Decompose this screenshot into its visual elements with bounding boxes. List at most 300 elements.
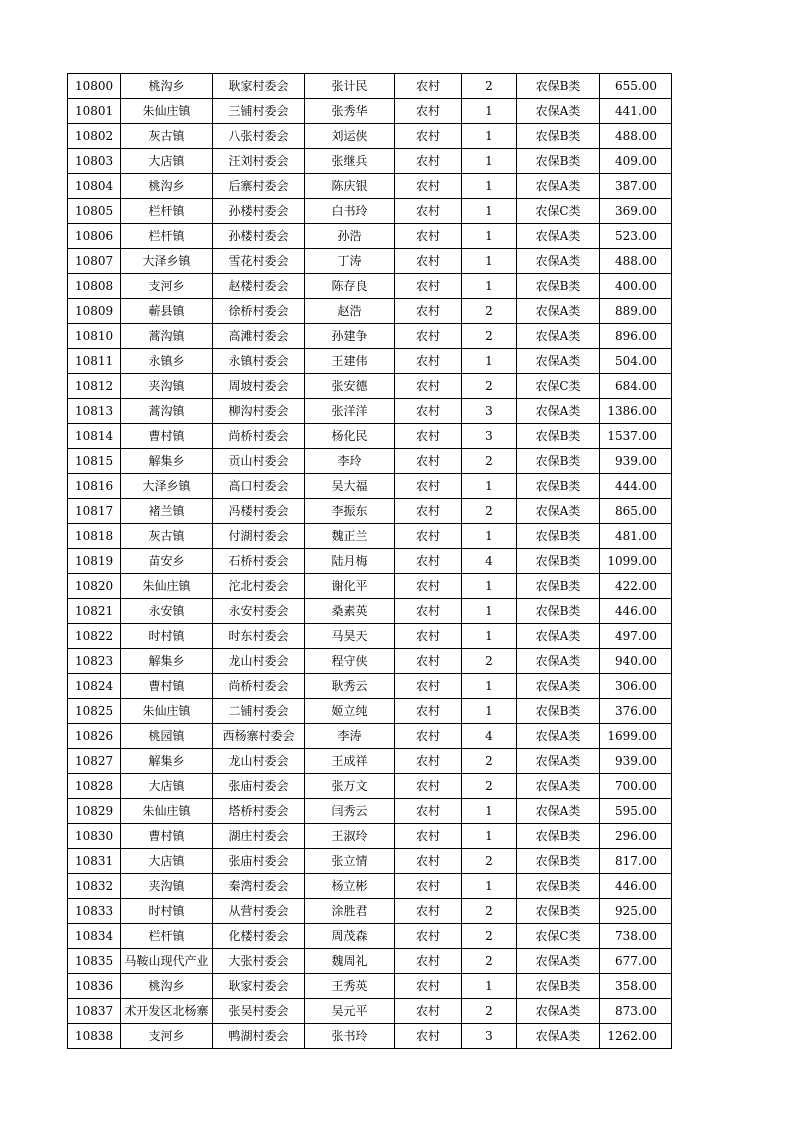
area-type-cell: 农村 (395, 374, 462, 399)
village-committee-cell: 尚桥村委会 (213, 674, 305, 699)
person-name-cell: 杨立彬 (305, 874, 395, 899)
village-committee-cell: 龙山村委会 (213, 749, 305, 774)
area-type-cell: 农村 (395, 799, 462, 824)
person-name-cell: 张立情 (305, 849, 395, 874)
town-cell: 桃沟乡 (121, 174, 213, 199)
table-row (68, 749, 672, 774)
insurance-category-cell: 农保A类 (517, 299, 600, 324)
town-cell: 永镇乡 (121, 349, 213, 374)
village-committee-cell: 西杨寨村委会 (213, 724, 305, 749)
insurance-category-cell: 农保A类 (517, 749, 600, 774)
record-id-cell: 10835 (68, 949, 121, 974)
table-row (68, 174, 672, 199)
person-name-cell: 魏正兰 (305, 524, 395, 549)
area-type-cell: 农村 (395, 224, 462, 249)
amount-cell: 441.00 (600, 99, 672, 124)
household-count-cell: 2 (462, 949, 517, 974)
amount-cell: 488.00 (600, 249, 672, 274)
person-name-cell: 周茂森 (305, 924, 395, 949)
village-committee-cell: 沱北村委会 (213, 574, 305, 599)
insurance-category-cell: 农保A类 (517, 324, 600, 349)
area-type-cell: 农村 (395, 999, 462, 1024)
person-name-cell: 程守侠 (305, 649, 395, 674)
table-row (68, 724, 672, 749)
person-name-cell: 孙建争 (305, 324, 395, 349)
household-count-cell: 1 (462, 599, 517, 624)
amount-cell: 400.00 (600, 274, 672, 299)
person-name-cell: 李涛 (305, 724, 395, 749)
village-committee-cell: 张吴村委会 (213, 999, 305, 1024)
insurance-category-cell: 农保C类 (517, 924, 600, 949)
insurance-category-cell: 农保A类 (517, 999, 600, 1024)
person-name-cell: 陈存良 (305, 274, 395, 299)
amount-cell: 358.00 (600, 974, 672, 999)
village-committee-cell: 鸭湖村委会 (213, 1024, 305, 1049)
person-name-cell: 王建伟 (305, 349, 395, 374)
town-cell: 朱仙庄镇 (121, 99, 213, 124)
area-type-cell: 农村 (395, 274, 462, 299)
household-count-cell: 1 (462, 624, 517, 649)
amount-cell: 376.00 (600, 699, 672, 724)
record-id-cell: 10803 (68, 149, 121, 174)
household-count-cell: 2 (462, 924, 517, 949)
record-id-cell: 10807 (68, 249, 121, 274)
household-count-cell: 1 (462, 474, 517, 499)
amount-cell: 939.00 (600, 749, 672, 774)
person-name-cell: 白书玲 (305, 199, 395, 224)
insurance-category-cell: 农保B类 (517, 474, 600, 499)
table-row (68, 474, 672, 499)
amount-cell: 1262.00 (600, 1024, 672, 1049)
town-cell: 苗安乡 (121, 549, 213, 574)
town-cell: 夹沟镇 (121, 374, 213, 399)
household-count-cell: 1 (462, 699, 517, 724)
person-name-cell: 吴大福 (305, 474, 395, 499)
town-cell: 解集乡 (121, 449, 213, 474)
area-type-cell: 农村 (395, 749, 462, 774)
town-cell: 朱仙庄镇 (121, 699, 213, 724)
village-committee-cell: 汪刘村委会 (213, 149, 305, 174)
area-type-cell: 农村 (395, 774, 462, 799)
village-committee-cell: 贡山村委会 (213, 449, 305, 474)
table-row (68, 149, 672, 174)
person-name-cell: 陈庆银 (305, 174, 395, 199)
person-name-cell: 桑素英 (305, 599, 395, 624)
household-count-cell: 1 (462, 199, 517, 224)
record-id-cell: 10808 (68, 274, 121, 299)
record-id-cell: 10830 (68, 824, 121, 849)
area-type-cell: 农村 (395, 624, 462, 649)
amount-cell: 306.00 (600, 674, 672, 699)
village-committee-cell: 冯楼村委会 (213, 499, 305, 524)
area-type-cell: 农村 (395, 824, 462, 849)
town-cell: 曹村镇 (121, 674, 213, 699)
household-count-cell: 2 (462, 849, 517, 874)
person-name-cell: 王淑玲 (305, 824, 395, 849)
record-id-cell: 10802 (68, 124, 121, 149)
insurance-category-cell: 农保A类 (517, 224, 600, 249)
insurance-category-cell: 农保B类 (517, 274, 600, 299)
town-cell: 灰古镇 (121, 524, 213, 549)
town-cell: 解集乡 (121, 749, 213, 774)
table-row (68, 849, 672, 874)
insurance-category-cell: 农保B类 (517, 449, 600, 474)
record-id-cell: 10823 (68, 649, 121, 674)
record-id-cell: 10828 (68, 774, 121, 799)
insurance-category-cell: 农保A类 (517, 1024, 600, 1049)
area-type-cell: 农村 (395, 499, 462, 524)
record-id-cell: 10812 (68, 374, 121, 399)
village-committee-cell: 二铺村委会 (213, 699, 305, 724)
insurance-category-cell: 农保B类 (517, 124, 600, 149)
record-id-cell: 10827 (68, 749, 121, 774)
village-committee-cell: 孙楼村委会 (213, 199, 305, 224)
amount-cell: 422.00 (600, 574, 672, 599)
roster-body (68, 74, 672, 1049)
table-row (68, 199, 672, 224)
amount-cell: 940.00 (600, 649, 672, 674)
record-id-cell: 10832 (68, 874, 121, 899)
area-type-cell: 农村 (395, 1024, 462, 1049)
town-cell: 曹村镇 (121, 424, 213, 449)
record-id-cell: 10801 (68, 99, 121, 124)
insurance-category-cell: 农保A类 (517, 349, 600, 374)
person-name-cell: 王秀英 (305, 974, 395, 999)
person-name-cell: 耿秀云 (305, 674, 395, 699)
household-count-cell: 2 (462, 324, 517, 349)
town-cell: 解集乡 (121, 649, 213, 674)
household-count-cell: 2 (462, 649, 517, 674)
amount-cell: 677.00 (600, 949, 672, 974)
record-id-cell: 10833 (68, 899, 121, 924)
table-row (68, 599, 672, 624)
insurance-category-cell: 农保A类 (517, 499, 600, 524)
town-cell: 栏杆镇 (121, 924, 213, 949)
amount-cell: 865.00 (600, 499, 672, 524)
insurance-category-cell: 农保B类 (517, 549, 600, 574)
village-committee-cell: 尚桥村委会 (213, 424, 305, 449)
town-cell: 栏杆镇 (121, 199, 213, 224)
amount-cell: 409.00 (600, 149, 672, 174)
amount-cell: 446.00 (600, 599, 672, 624)
amount-cell: 369.00 (600, 199, 672, 224)
table-row (68, 74, 672, 99)
insurance-category-cell: 农保B类 (517, 574, 600, 599)
village-committee-cell: 高口村委会 (213, 474, 305, 499)
record-id-cell: 10829 (68, 799, 121, 824)
table-row (68, 924, 672, 949)
person-name-cell: 吴元平 (305, 999, 395, 1024)
town-cell: 大店镇 (121, 149, 213, 174)
area-type-cell: 农村 (395, 424, 462, 449)
insurance-category-cell: 农保A类 (517, 799, 600, 824)
village-committee-cell: 张庙村委会 (213, 774, 305, 799)
village-committee-cell: 柳沟村委会 (213, 399, 305, 424)
village-committee-cell: 后寨村委会 (213, 174, 305, 199)
person-name-cell: 杨化民 (305, 424, 395, 449)
table-row (68, 249, 672, 274)
household-count-cell: 2 (462, 449, 517, 474)
insurance-category-cell: 农保B类 (517, 424, 600, 449)
record-id-cell: 10837 (68, 999, 121, 1024)
town-cell: 大店镇 (121, 774, 213, 799)
person-name-cell: 张安德 (305, 374, 395, 399)
table-row (68, 299, 672, 324)
household-count-cell: 1 (462, 99, 517, 124)
table-row (68, 524, 672, 549)
amount-cell: 1537.00 (600, 424, 672, 449)
amount-cell: 655.00 (600, 74, 672, 99)
village-committee-cell: 徐桥村委会 (213, 299, 305, 324)
person-name-cell: 姬立纯 (305, 699, 395, 724)
amount-cell: 504.00 (600, 349, 672, 374)
amount-cell: 446.00 (600, 874, 672, 899)
amount-cell: 387.00 (600, 174, 672, 199)
record-id-cell: 10817 (68, 499, 121, 524)
area-type-cell: 农村 (395, 949, 462, 974)
area-type-cell: 农村 (395, 649, 462, 674)
person-name-cell: 马昊天 (305, 624, 395, 649)
village-committee-cell: 付湖村委会 (213, 524, 305, 549)
area-type-cell: 农村 (395, 99, 462, 124)
town-cell: 大店镇 (121, 849, 213, 874)
village-committee-cell: 永镇村委会 (213, 349, 305, 374)
area-type-cell: 农村 (395, 474, 462, 499)
record-id-cell: 10834 (68, 924, 121, 949)
village-committee-cell: 从营村委会 (213, 899, 305, 924)
record-id-cell: 10826 (68, 724, 121, 749)
household-count-cell: 2 (462, 374, 517, 399)
household-count-cell: 3 (462, 1024, 517, 1049)
table-row (68, 674, 672, 699)
village-committee-cell: 雪花村委会 (213, 249, 305, 274)
area-type-cell: 农村 (395, 349, 462, 374)
record-id-cell: 10825 (68, 699, 121, 724)
town-cell: 时村镇 (121, 624, 213, 649)
town-cell: 支河乡 (121, 1024, 213, 1049)
person-name-cell: 谢化平 (305, 574, 395, 599)
area-type-cell: 农村 (395, 249, 462, 274)
village-committee-cell: 孙楼村委会 (213, 224, 305, 249)
insurance-category-cell: 农保B类 (517, 974, 600, 999)
person-name-cell: 王成祥 (305, 749, 395, 774)
household-count-cell: 2 (462, 999, 517, 1024)
area-type-cell: 农村 (395, 849, 462, 874)
person-name-cell: 陆月梅 (305, 549, 395, 574)
person-name-cell: 张秀华 (305, 99, 395, 124)
amount-cell: 700.00 (600, 774, 672, 799)
household-count-cell: 1 (462, 524, 517, 549)
amount-cell: 873.00 (600, 999, 672, 1024)
town-cell: 桃沟乡 (121, 974, 213, 999)
table-row (68, 349, 672, 374)
insurance-category-cell: 农保B类 (517, 899, 600, 924)
household-count-cell: 1 (462, 974, 517, 999)
table-row (68, 1024, 672, 1049)
person-name-cell: 涂胜君 (305, 899, 395, 924)
town-cell: 夹沟镇 (121, 874, 213, 899)
amount-cell: 444.00 (600, 474, 672, 499)
insurance-category-cell: 农保A类 (517, 774, 600, 799)
table-row (68, 574, 672, 599)
amount-cell: 497.00 (600, 624, 672, 649)
record-id-cell: 10813 (68, 399, 121, 424)
town-cell: 桃园镇 (121, 724, 213, 749)
amount-cell: 817.00 (600, 849, 672, 874)
household-count-cell: 2 (462, 499, 517, 524)
record-id-cell: 10816 (68, 474, 121, 499)
table-row (68, 324, 672, 349)
record-id-cell: 10814 (68, 424, 121, 449)
insurance-category-cell: 农保A类 (517, 674, 600, 699)
area-type-cell: 农村 (395, 874, 462, 899)
insurance-category-cell: 农保B类 (517, 149, 600, 174)
village-committee-cell: 永安村委会 (213, 599, 305, 624)
roster-table (67, 73, 672, 1049)
table-row (68, 699, 672, 724)
person-name-cell: 李玲 (305, 449, 395, 474)
person-name-cell: 孙浩 (305, 224, 395, 249)
town-cell: 蕲县镇 (121, 299, 213, 324)
table-row (68, 399, 672, 424)
town-cell: 褚兰镇 (121, 499, 213, 524)
area-type-cell: 农村 (395, 674, 462, 699)
village-committee-cell: 秦湾村委会 (213, 874, 305, 899)
table-row (68, 449, 672, 474)
record-id-cell: 10805 (68, 199, 121, 224)
area-type-cell: 农村 (395, 574, 462, 599)
amount-cell: 939.00 (600, 449, 672, 474)
village-committee-cell: 石桥村委会 (213, 549, 305, 574)
table-row (68, 374, 672, 399)
insurance-category-cell: 农保B类 (517, 849, 600, 874)
household-count-cell: 1 (462, 274, 517, 299)
record-id-cell: 10818 (68, 524, 121, 549)
town-cell: 蒿沟镇 (121, 324, 213, 349)
table-row (68, 949, 672, 974)
record-id-cell: 10821 (68, 599, 121, 624)
household-count-cell: 1 (462, 149, 517, 174)
area-type-cell: 农村 (395, 149, 462, 174)
village-committee-cell: 塔桥村委会 (213, 799, 305, 824)
area-type-cell: 农村 (395, 324, 462, 349)
record-id-cell: 10800 (68, 74, 121, 99)
town-cell: 术开发区北杨寨 (121, 999, 213, 1024)
household-count-cell: 2 (462, 774, 517, 799)
insurance-category-cell: 农保B类 (517, 874, 600, 899)
table-row (68, 899, 672, 924)
amount-cell: 889.00 (600, 299, 672, 324)
insurance-category-cell: 农保B类 (517, 824, 600, 849)
record-id-cell: 10810 (68, 324, 121, 349)
person-name-cell: 张洋洋 (305, 399, 395, 424)
amount-cell: 296.00 (600, 824, 672, 849)
table-row (68, 774, 672, 799)
area-type-cell: 农村 (395, 974, 462, 999)
household-count-cell: 2 (462, 299, 517, 324)
insurance-category-cell: 农保A类 (517, 624, 600, 649)
town-cell: 桃沟乡 (121, 74, 213, 99)
village-committee-cell: 张庙村委会 (213, 849, 305, 874)
table-row (68, 424, 672, 449)
amount-cell: 595.00 (600, 799, 672, 824)
record-id-cell: 10838 (68, 1024, 121, 1049)
village-committee-cell: 八张村委会 (213, 124, 305, 149)
household-count-cell: 1 (462, 249, 517, 274)
record-id-cell: 10804 (68, 174, 121, 199)
amount-cell: 1386.00 (600, 399, 672, 424)
amount-cell: 1099.00 (600, 549, 672, 574)
table-row (68, 799, 672, 824)
village-committee-cell: 耿家村委会 (213, 974, 305, 999)
person-name-cell: 闫秀云 (305, 799, 395, 824)
area-type-cell: 农村 (395, 549, 462, 574)
town-cell: 曹村镇 (121, 824, 213, 849)
record-id-cell: 10819 (68, 549, 121, 574)
village-committee-cell: 周坡村委会 (213, 374, 305, 399)
area-type-cell: 农村 (395, 174, 462, 199)
town-cell: 大泽乡镇 (121, 249, 213, 274)
town-cell: 栏杆镇 (121, 224, 213, 249)
town-cell: 永安镇 (121, 599, 213, 624)
household-count-cell: 1 (462, 799, 517, 824)
person-name-cell: 张万文 (305, 774, 395, 799)
amount-cell: 738.00 (600, 924, 672, 949)
town-cell: 时村镇 (121, 899, 213, 924)
household-count-cell: 1 (462, 124, 517, 149)
area-type-cell: 农村 (395, 74, 462, 99)
table-row (68, 999, 672, 1024)
table-row (68, 824, 672, 849)
insurance-category-cell: 农保B类 (517, 524, 600, 549)
insurance-category-cell: 农保A类 (517, 649, 600, 674)
person-name-cell: 刘运侠 (305, 124, 395, 149)
town-cell: 支河乡 (121, 274, 213, 299)
area-type-cell: 农村 (395, 599, 462, 624)
household-count-cell: 1 (462, 874, 517, 899)
village-committee-cell: 耿家村委会 (213, 74, 305, 99)
record-id-cell: 10820 (68, 574, 121, 599)
amount-cell: 523.00 (600, 224, 672, 249)
household-count-cell: 1 (462, 174, 517, 199)
table-row (68, 274, 672, 299)
insurance-category-cell: 农保C类 (517, 199, 600, 224)
household-count-cell: 4 (462, 724, 517, 749)
table-row (68, 649, 672, 674)
village-committee-cell: 湖庄村委会 (213, 824, 305, 849)
household-count-cell: 2 (462, 749, 517, 774)
record-id-cell: 10811 (68, 349, 121, 374)
village-committee-cell: 高滩村委会 (213, 324, 305, 349)
insurance-category-cell: 农保B类 (517, 599, 600, 624)
amount-cell: 1699.00 (600, 724, 672, 749)
table-row (68, 224, 672, 249)
table-row (68, 624, 672, 649)
table-row (68, 499, 672, 524)
household-count-cell: 2 (462, 74, 517, 99)
village-committee-cell: 龙山村委会 (213, 649, 305, 674)
area-type-cell: 农村 (395, 724, 462, 749)
household-count-cell: 1 (462, 349, 517, 374)
town-cell: 灰古镇 (121, 124, 213, 149)
town-cell: 蒿沟镇 (121, 399, 213, 424)
area-type-cell: 农村 (395, 899, 462, 924)
household-count-cell: 2 (462, 899, 517, 924)
insurance-category-cell: 农保A类 (517, 99, 600, 124)
table-row (68, 874, 672, 899)
household-count-cell: 4 (462, 549, 517, 574)
person-name-cell: 赵浩 (305, 299, 395, 324)
